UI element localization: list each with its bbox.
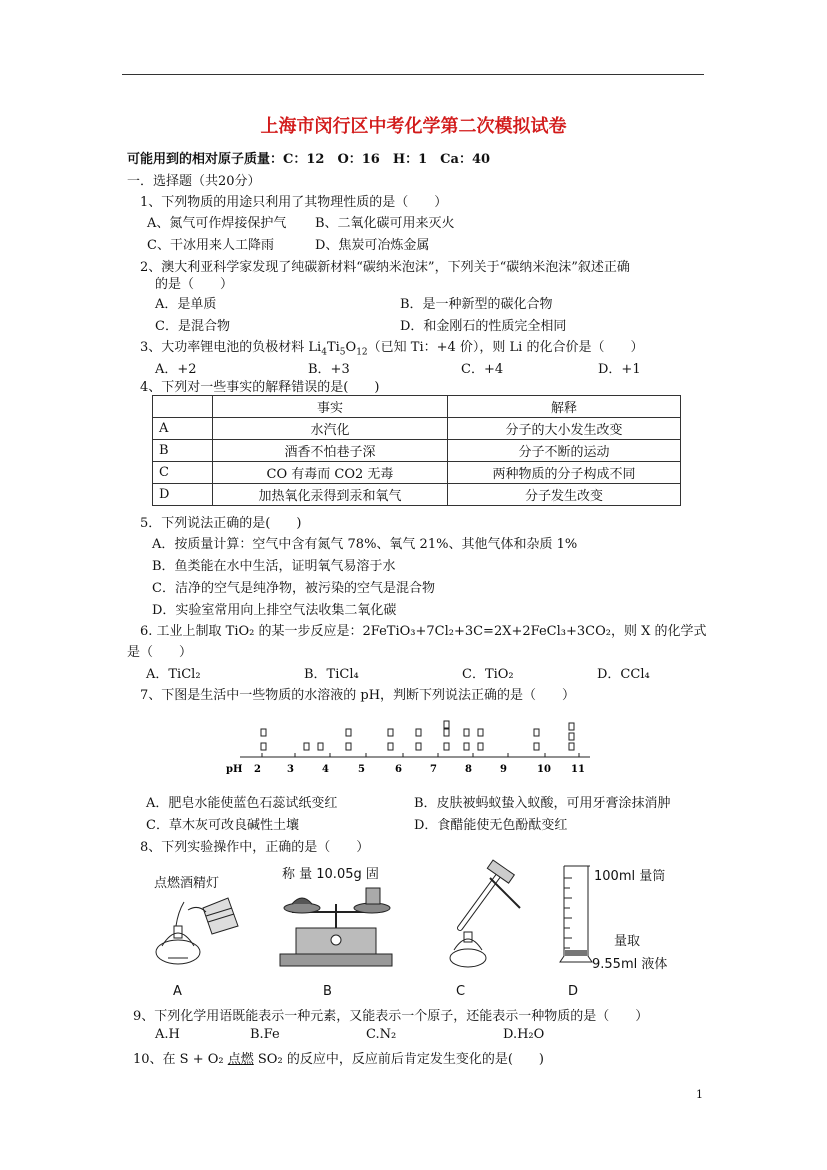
table-cell: C	[153, 462, 213, 484]
sample-marker	[478, 729, 483, 736]
sample-marker	[346, 729, 351, 736]
reaction-condition: 点燃	[227, 1052, 254, 1067]
table-row	[153, 418, 681, 440]
ph-tick-label: 8	[465, 764, 472, 775]
ph-scale-figure	[220, 715, 600, 777]
q7-option-c: C．草木灰可改良碱性土壤	[146, 818, 299, 833]
ph-tick-label: 5	[358, 764, 365, 775]
facts-table	[152, 395, 681, 506]
sample-marker	[318, 743, 323, 750]
sample-marker	[444, 743, 449, 750]
table-header-cell	[153, 396, 213, 418]
page-title: 上海市闵行区中考化学第二次模拟试卷	[260, 116, 567, 137]
section-heading: 一．选择题（共20分）	[127, 174, 261, 189]
label-cylinder: 100ml 量筒	[594, 869, 666, 884]
header-rule	[122, 74, 704, 75]
table-cell: 分子发生改变	[448, 484, 681, 506]
q9-option-c: C.N₂	[366, 1027, 397, 1042]
table-cell: 分子不断的运动	[448, 440, 681, 462]
table-cell: CO 有毒而 CO2 无毒	[213, 462, 448, 484]
sample-marker	[388, 743, 393, 750]
q5-option-d: D．实验室常用向上排空气法收集二氧化碳	[152, 603, 397, 618]
q2-option-d: D．和金刚石的性质完全相同	[400, 319, 567, 334]
q1-stem: 1、下列物质的用途只利用了其物理性质的是（ ）	[140, 195, 448, 210]
sample-marker	[261, 743, 266, 750]
table-cell: 加热氧化汞得到汞和氧气	[213, 484, 448, 506]
q7-option-d: D．食醋能使无色酚酞变红	[414, 818, 568, 833]
table-header-cell: 解释	[448, 396, 681, 418]
sample-marker	[444, 721, 449, 728]
sample-marker	[304, 743, 309, 750]
q2-stem-cont: 的是（ ）	[155, 277, 234, 292]
option-label-a: A	[173, 984, 182, 999]
q3-option-d: D．+1	[598, 362, 641, 377]
table-row	[153, 462, 681, 484]
ph-label: pH	[226, 764, 243, 775]
q7-option-b: B．皮肤被蚂蚁蛰入蚁酸，可用牙膏涂抹消肿	[414, 796, 671, 811]
q5-option-c: C．洁净的空气是纯净物，被污染的空气是混合物	[152, 581, 435, 596]
sample-marker	[416, 743, 421, 750]
label-measure: 量取	[614, 934, 641, 949]
q1-option-a: A、氮气可作焊接保护气	[147, 216, 287, 231]
sample-marker	[388, 729, 393, 736]
q3-option-b: B．+3	[308, 362, 350, 377]
q6-option-d: D．CCl₄	[597, 667, 650, 682]
q8-stem: 8、下列实验操作中，正确的是（ ）	[140, 840, 370, 855]
q7-stem: 7、下图是生活中一些物质的水溶液的 pH，判断下列说法正确的是（ ）	[140, 688, 576, 703]
q6-stem-cont: 是（ ）	[127, 645, 193, 660]
label-volume: 9.55ml 液体	[592, 957, 668, 972]
q10-stem: 10、在 S + O₂ 点燃 SO₂ 的反应中，反应前后肯定发生变化的是( )	[133, 1052, 544, 1067]
sample-marker	[534, 729, 539, 736]
sample-marker	[346, 743, 351, 750]
sample-marker	[569, 723, 574, 730]
table-cell: A	[153, 418, 213, 440]
page-number: 1	[696, 1088, 703, 1101]
sample-marker	[478, 743, 483, 750]
q2-option-a: A．是单质	[155, 297, 217, 312]
ph-tick-label: 11	[571, 764, 585, 775]
ph-tick-label: 4	[322, 764, 329, 775]
q6-stem: 6. 工业上制取 TiO₂ 的某一步反应是：2FeTiO₃+7Cl₂+3C=2X+2FeCl₃+3CO₂，则 X 的化学式	[140, 624, 707, 639]
q6-option-b: B．TiCl₄	[304, 667, 359, 682]
sample-marker	[534, 743, 539, 750]
sample-marker	[569, 733, 574, 740]
table-cell: 水汽化	[213, 418, 448, 440]
balance-illustration	[276, 884, 398, 970]
sample-marker	[569, 743, 574, 750]
table-cell: 酒香不怕巷子深	[213, 440, 448, 462]
q1-option-b: B、二氧化碳可用来灭火	[315, 216, 455, 231]
q6-option-a: A．TiCl₂	[146, 667, 201, 682]
label-light-lamp: 点燃酒精灯	[154, 876, 220, 891]
label-weighing: 称 量 10.05g 固	[282, 867, 379, 882]
table-header-row	[153, 396, 681, 418]
q3-option-a: A．+2	[155, 362, 197, 377]
option-label-c: C	[456, 984, 466, 999]
sample-marker	[261, 729, 266, 736]
q9-option-d: D.H₂O	[503, 1027, 545, 1042]
q2-stem: 2、澳大利亚科学家发现了纯碳新材料“碳纳米泡沫”，下列关于“碳纳米泡沫”叙述正确	[140, 260, 630, 275]
atomic-masses: 可能用到的相对原子质量：C：12 O：16 H：1 Ca：40	[127, 152, 491, 167]
q3-stem: 3、大功率锂电池的负极材料 $Li_4Ti_5O_{12}$（已知 Ti：+4 价），则 Li 的化合价是（ ）	[140, 340, 644, 358]
ph-tick-label: 3	[287, 764, 294, 775]
q9-stem: 9、下列化学用语既能表示一种元素，又能表示一个原子，还能表示一种物质的是（ ）	[133, 1009, 649, 1024]
heating-tube-illustration	[440, 858, 536, 970]
q4-stem: 4、下列对一些事实的解释错误的是( )	[140, 380, 380, 395]
q9-option-a: A.H	[155, 1027, 180, 1042]
q5-option-b: B．鱼类能在水中生活，证明氧气易溶于水	[152, 559, 396, 574]
q3-option-c: C．+4	[461, 362, 504, 377]
table-cell: D	[153, 484, 213, 506]
ph-tick-label: 2	[254, 764, 261, 775]
table-row	[153, 440, 681, 462]
q9-option-b: B.Fe	[250, 1027, 280, 1042]
table-header-cell: 事实	[213, 396, 448, 418]
q6-option-c: C．TiO₂	[462, 667, 514, 682]
table-cell: 分子的大小发生改变	[448, 418, 681, 440]
q5-option-a: A．按质量计算：空气中含有氮气 78%、氧气 21%、其他气体和杂质 1%	[152, 537, 578, 552]
sample-marker	[416, 729, 421, 736]
ph-tick-label: 7	[430, 764, 437, 775]
ph-tick-label: 9	[500, 764, 507, 775]
table-row	[153, 484, 681, 506]
option-label-d: D	[568, 984, 579, 999]
q7-option-a: A．肥皂水能使蓝色石蕊试纸变红	[146, 796, 338, 811]
sample-marker	[464, 729, 469, 736]
sample-marker	[444, 729, 449, 736]
ph-tick-label: 6	[395, 764, 402, 775]
option-label-b: B	[323, 984, 332, 999]
q1-option-d: D、焦炭可冶炼金属	[315, 238, 430, 253]
q2-option-b: B．是一种新型的碳化合物	[400, 297, 553, 312]
table-cell: B	[153, 440, 213, 462]
ph-tick-label: 10	[537, 764, 551, 775]
table-cell: 两种物质的分子构成不同	[448, 462, 681, 484]
lamp-lighting-illustration	[148, 890, 248, 970]
sample-marker	[464, 743, 469, 750]
q1-option-c: C、干冰用来人工降雨	[147, 238, 274, 253]
q5-stem: 5．下列说法正确的是( )	[140, 516, 302, 531]
q2-option-c: C．是混合物	[155, 319, 230, 334]
